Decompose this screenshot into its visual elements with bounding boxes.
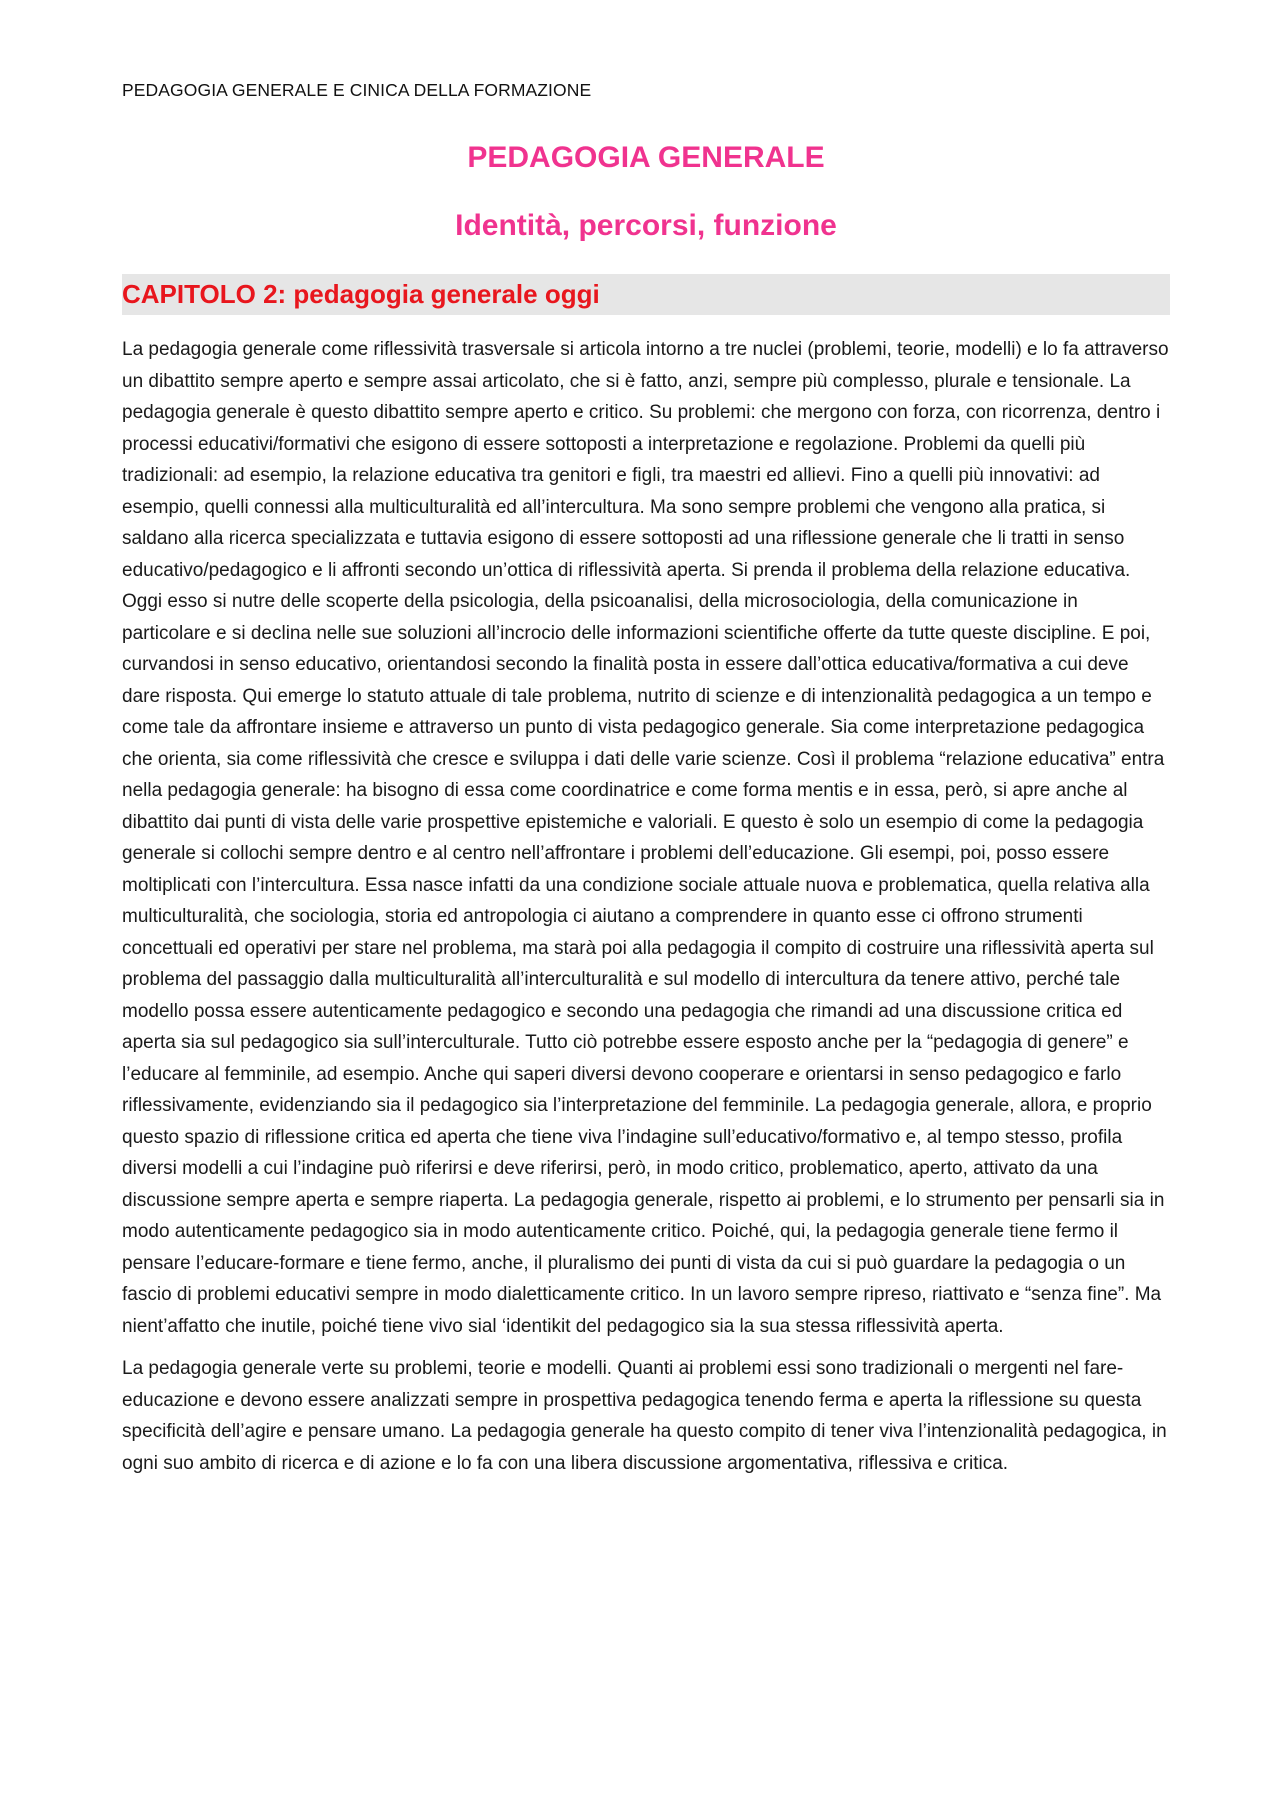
- document-title: PEDAGOGIA GENERALE: [467, 141, 825, 174]
- paragraph-1: La pedagogia generale come riflessività trasversale si articola intorno a tre nuclei (problemi, teorie, modelli) e lo fa attraverso un dibattito sempre aperto e sempre assai articolato, che si è fatto, anzi, sempre più complesso, plurale e tensionale. La pedagogia generale è questo dibattito sempre aperto e critico. Su problemi: che mergono con forza, con ricorrenza, dentro i processi educativi/formativi che esigono di essere sottoposti a interpretazione e regolazione. Problemi da quelli più tradizionali: ad esempio, la relazione educativa tra genitori e figli, tra maestri ed allievi. Fino a quelli più innovativi: ad esempio, quelli connessi alla multiculturalità ed all’intercultura. Ma sono sempre problemi che vengono alla pratica, si saldano alla ricerca specializzata e tuttavia esigono di essere sottoposti ad una riflessione generale che li tratti in senso educativo/pedagogico e li affronti secondo un’ottica di riflessività aperta. Si prenda il problema della relazione educativa. Oggi esso si nutre delle scoperte della psicologia, della psicoanalisi, della microsociologia, della comunicazione in particolare e si declina nelle sue soluzioni all’incrocio delle informazioni scientifiche offerte da tutte queste discipline. E poi, curvandosi in senso educativo, orientandosi secondo la finalità posta in essere dall’ottica educativa/formativa a cui deve dare risposta. Qui emerge lo statuto attuale di tale problema, nutrito di scienze e di intenzionalità pedagogica a un tempo e come tale da affrontare insieme e attraverso un punto di vista pedagogico generale. Sia come interpretazione pedagogica che orienta, sia come riflessività che cresce e sviluppa i dati delle varie scienze. Così il problema “relazione educativa” entra nella pedagogia generale: ha bisogno di essa come coordinatrice e come forma mentis e in essa, però, si apre anche al dibattito dai punti di vista delle varie prospettive epistemiche e valoriali. E questo è solo un esempio di come la pedagogia generale si collochi sempre dentro e al centro nell’affrontare i problemi dell’educazione. Gli esempi, poi, posso essere moltiplicati con l’intercultura. Essa nasce infatti da una condizione sociale attuale nuova e problematica, quella relativa alla multiculturalità, che sociologia, storia ed antropologia ci aiutano a comprendere in quanto esse ci offrono strumenti concettuali ed operativi per stare nel problema, ma starà poi alla pedagogia il compito di costruire una riflessività aperta sul problema del passaggio dalla multiculturalità all’interculturalità e sul modello di intercultura da tenere attivo, perché tale modello possa essere autenticamente pedagogico e secondo una pedagogia che rimandi ad una discussione critica ed aperta sia sul pedagogico sia sull’interculturale. Tutto ciò potrebbe essere esposto anche per la “pedagogia di genere” e l’educare al femminile, ad esempio. Anche qui saperi diversi devono cooperare e orientarsi in senso pedagogico e farlo riflessivamente, evidenziando sia il pedagogico sia l’interpretazione del femminile. La pedagogia generale, allora, e proprio questo spazio di riflessione critica ed aperta che tiene viva l’indagine sull’educativo/formativo e, al tempo stesso, profila diversi modelli a cui l’indagine può riferirsi e deve riferirsi, però, in modo critico, problematico, aperto, attivato da una discussione sempre aperta e sempre riaperta. La pedagogia generale, rispetto ai problemi, e lo strumento per pensarli sia in modo autenticamente pedagogico sia in modo autenticamente critico. Poiché, qui, la pedagogia generale tiene fermo il pensare l’educare-formare e tiene fermo, anche, il pluralismo dei punti di vista da cui si può guardare la pedagogia o un fascio di problemi educativi sempre in modo dialetticamente critico. In un lavoro sempre ripreso, riattivato e “senza fine”. Ma nient’affatto che inutile, poiché tiene vivo sial ‘identikit del pedagogico sia la sua stessa riflessività aperta.: [122, 339, 1169, 1337]
- running-header: PEDAGOGIA GENERALE E CINICA DELLA FORMAZIONE: [122, 80, 592, 100]
- body-text: [122, 334, 1170, 1490]
- paragraph-2: La pedagogia generale verte su problemi, teorie e modelli. Quanti ai problemi essi sono tradizionali o mergenti nel fare-educazione e devono essere analizzati sempre in prospettiva pedagogica tenendo ferma e aperta la riflessione su questa specificità dell’agire e pensare umano. La pedagogia generale ha questo compito di tener viva l’intenzionalità pedagogica, in ogni suo ambito di ricerca e di azione e lo fa con una libera discussione argomentativa, riflessiva e critica.: [122, 1358, 1167, 1474]
- chapter-heading: CAPITOLO 2: pedagogia generale oggi: [122, 274, 1170, 315]
- document-subtitle: Identità, percorsi, funzione: [455, 209, 837, 242]
